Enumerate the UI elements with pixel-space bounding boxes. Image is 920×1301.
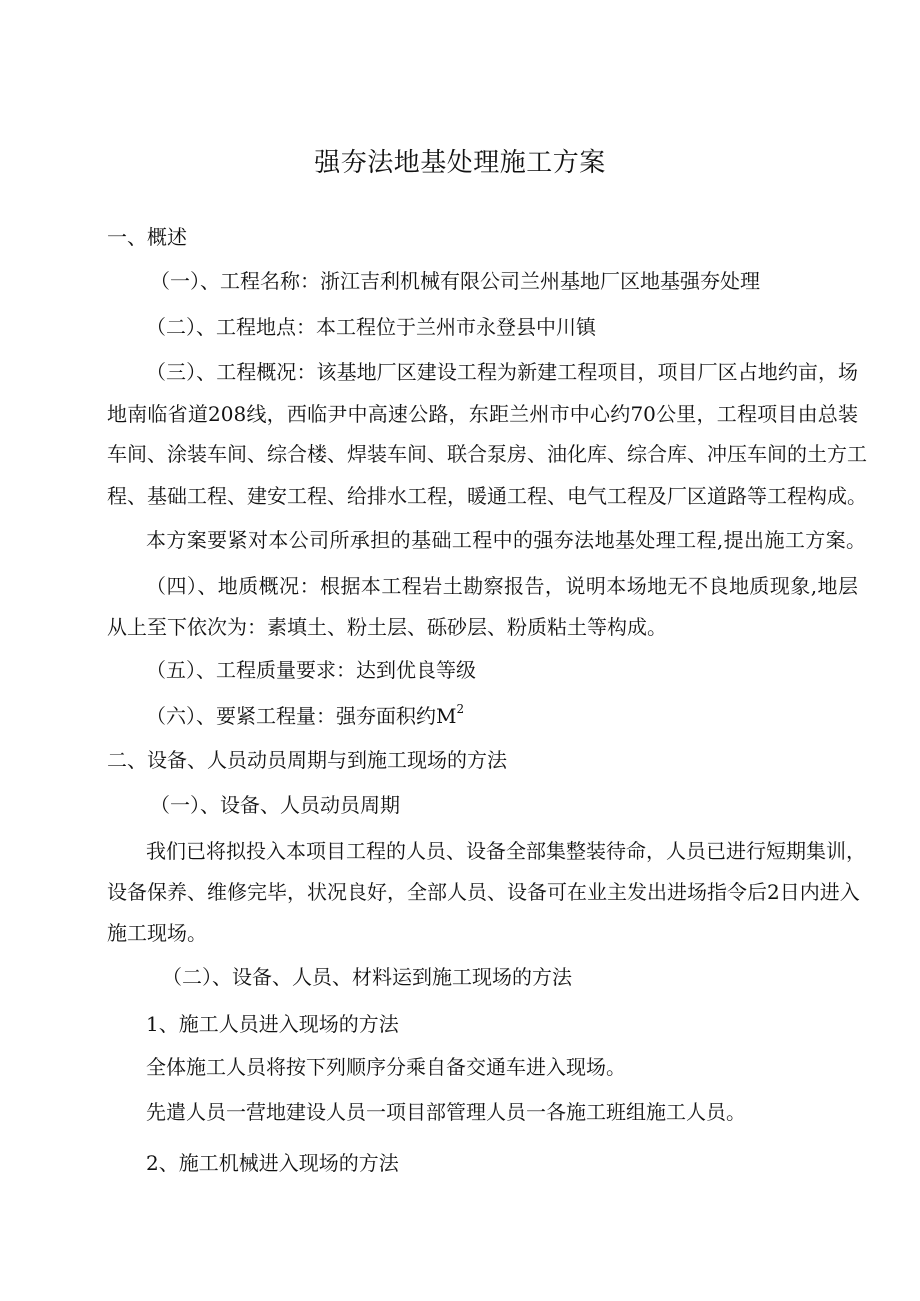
- paragraph-line: 2、施工机械进入现场的方法: [146, 1151, 399, 1175]
- section-heading-overview: 一、概述: [107, 225, 187, 249]
- paragraph-line: 本方案要紧对本公司所承担的基础工程中的强夯法地基处理工程,提出施工方案。: [146, 528, 866, 552]
- paragraph-line: 程、基础工程、建安工程、给排水工程，暖通工程、电气工程及厂区道路等工程构成。: [107, 484, 867, 508]
- paragraph-line: 地南临省道208线，西临尹中高速公路，东距兰州市中心约70公里，工程项目由总装: [107, 402, 858, 426]
- paragraph-line: 全体施工人员将按下列顺序分乘自备交通车进入现场。: [146, 1055, 626, 1079]
- paragraph-line: （二）、工程地点：本工程位于兰州市永登县中川镇: [146, 315, 596, 339]
- paragraph-line: （二）、设备、人员、材料运到施工现场的方法: [162, 965, 572, 989]
- paragraph-line: （一）、设备、人员动员周期: [150, 793, 400, 817]
- paragraph-line: [146, 701, 464, 731]
- paragraph-line: 1、施工人员进入现场的方法: [146, 1012, 399, 1036]
- quantity-text: （六）、要紧工程量：强夯面积约M: [146, 704, 457, 728]
- paragraph-line: 施工现场。: [107, 921, 207, 945]
- paragraph-line: 从上至下依次为：素填土、粉土层、砾砂层、粉质粘土等构成。: [107, 615, 667, 639]
- superscript: 2: [456, 702, 465, 717]
- paragraph-line: 车间、涂装车间、综合楼、焊装车间、联合泵房、油化库、综合库、冲压车间的土方工: [107, 442, 867, 466]
- paragraph-line: 设备保养、维修完毕，状况良好，全部人员、设备可在业主发出进场指令后2日内进入: [107, 880, 860, 904]
- paragraph-line: （一）、工程名称：浙江吉利机械有限公司兰州基地厂区地基强夯处理: [150, 269, 760, 293]
- document-title: 强夯法地基处理施工方案: [314, 148, 606, 178]
- paragraph-line: 我们已将拟投入本项目工程的人员、设备全部集整装待命，人员已进行短期集训，: [146, 839, 866, 863]
- paragraph-line: （五）、工程质量要求：达到优良等级: [146, 658, 476, 682]
- section-heading-mobilization: 二、设备、人员动员周期与到施工现场的方法: [107, 748, 507, 772]
- paragraph-line: （四）、地质概况：根据本工程岩土勘察报告，说明本场地无不良地质现象,地层: [146, 574, 858, 598]
- paragraph-line: （三）、工程概况：该基地厂区建设工程为新建工程项目，项目厂区占地约亩，场: [146, 360, 858, 384]
- paragraph-line: 先遣人员一营地建设人员一项目部管理人员一各施工班组施工人员。: [146, 1100, 746, 1124]
